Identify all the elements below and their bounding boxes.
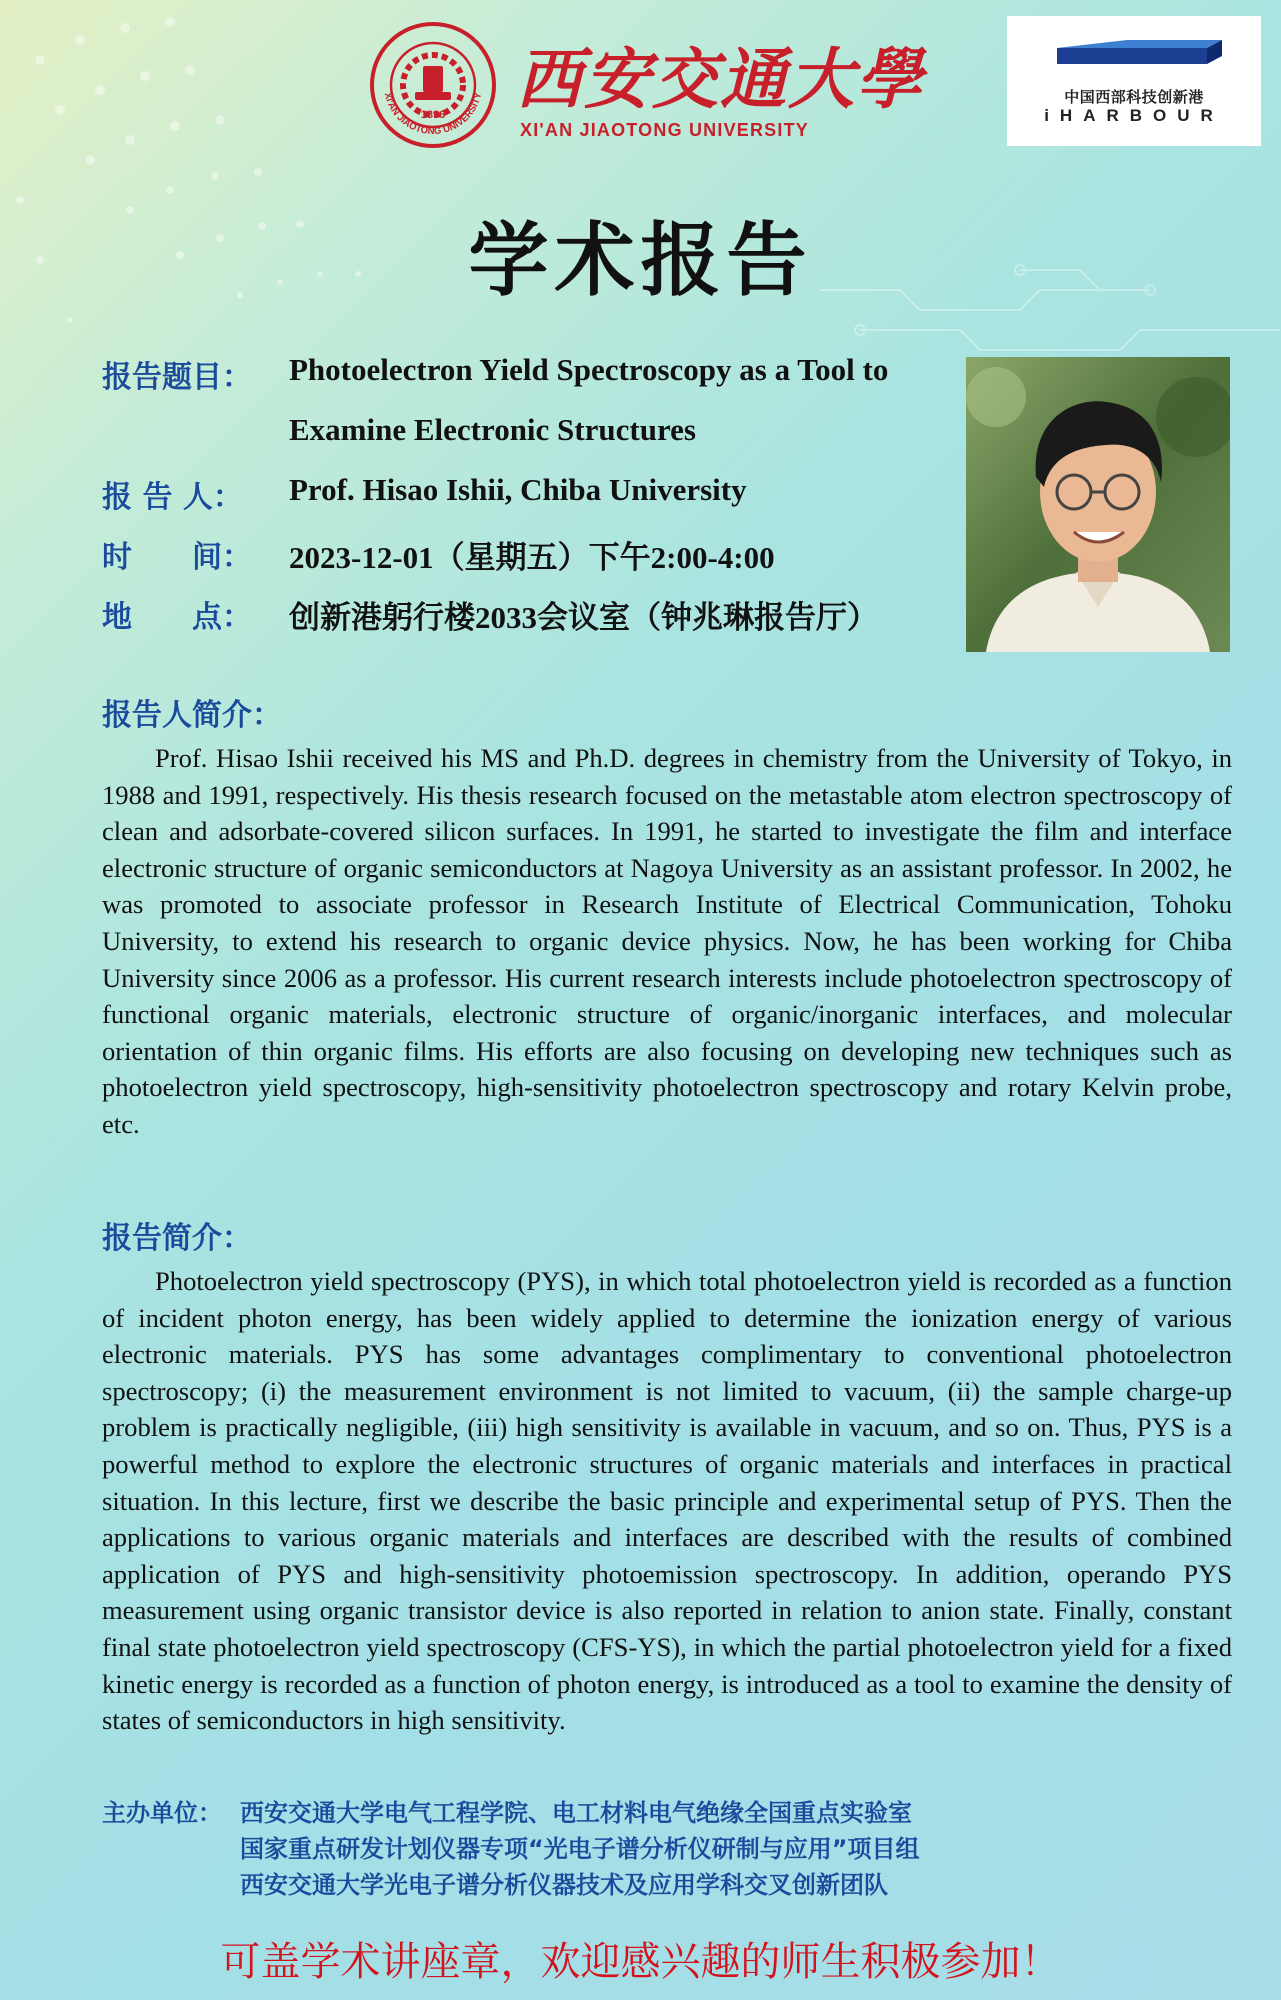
speaker-photo	[966, 357, 1230, 652]
university-name-en: XI'AN JIAOTONG UNIVERSITY	[520, 120, 809, 140]
abstract-text: Photoelectron yield spectroscopy (PYS), in which total photoelectron yield is recorded as a function of incident photon energy, has been widely applied to determine the ionization energy of various electronic materials. PYS has some advantages complimentary to conventional photoelectron spectroscopy; (i) the measurement environment is not limited to vacuum, (ii) the sample charge-up problem is practically negligible, (iii) high sensitivity is available in vacuum, and so on. Thus, PYS is a powerful method to explore the electronic structures of organic materials and interfaces in practical situation. In this lecture, first we describe the basic principle and experimental setup of PYS. Then the applications to various organic materials and interfaces are described with the results of combined application of PYS and high-sensitivity photoemission spectroscopy. In addition, operando PYS measurement using organic transistor device is also reported in relation to anion state. Finally, constant final state photoelectron yield spectroscopy (CFS-YS), in which the partial photoelectron yield for a fixed kinetic energy is recorded as a function of photon energy, is introduced as a tool to examine the density of states of semiconductors in high sensitivity.	[102, 1266, 1232, 1736]
topic-label: 报告题目：	[102, 360, 252, 395]
organizer-item: 国家重点研发计划仪器专项“光电子谱分析仪研制与应用”项目组	[240, 1835, 920, 1863]
time-value: 2023-12-01（星期五）下午2:00-4:00	[289, 540, 775, 575]
speaker-bio-text: Prof. Hisao Ishii received his MS and Ph.D. degrees in chemistry from the University of Tokyo, in 1988 and 1991, respectively. His thesis research focused on the metastable atom electron spectroscopy of clean and adsorbate-covered silicon surfaces. In 1991, he started to investigate the film and interface electronic structure of organic semiconductors at Nagoya University as an assistant professor. In 2002, he was promoted to associate professor in Research Institute of Electrical Communication, Tohoku University, to extend his research to organic device physics. Now, he has been working for Chiba University since 2006 as a professor. His current research interests include photoelectron spectroscopy of functional organic materials, electronic structure of organic/inorganic interfaces, and molecular orientation of thin organic films. His efforts are also focusing on developing new techniques such as photoelectron yield spectroscopy, high-sensitivity photoelectron spectroscopy and rotary Kelvin probe, etc.	[102, 743, 1232, 1139]
page-title: 学术报告	[468, 214, 813, 307]
speaker-label: 报 告 人：	[102, 480, 243, 515]
iharbour-emblem-icon	[1007, 16, 1261, 86]
place-label: 地 点：	[102, 600, 252, 635]
abstract-heading: 报告简介：	[102, 1221, 252, 1256]
place-value: 创新港躬行楼2033会议室（钟兆琳报告厅）	[289, 600, 878, 635]
organizer-item: 西安交通大学光电子谱分析仪器技术及应用学科交叉创新团队	[240, 1871, 888, 1899]
speaker-portrait-icon	[966, 357, 1230, 652]
time-label: 时 间：	[102, 540, 252, 575]
speaker-bio-heading: 报告人简介：	[102, 698, 282, 733]
footer-invitation: 可盖学术讲座章，欢迎感兴趣的师生积极参加！	[220, 1939, 1061, 1985]
organizers-label: 主办单位：	[102, 1799, 222, 1827]
iharbour-name-en: iHARBOUR	[1044, 106, 1224, 125]
svg-text:XI'AN JIAOTONG UNIVERSITY: XI'AN JIAOTONG UNIVERSITY	[381, 91, 485, 138]
iharbour-logo	[1007, 16, 1261, 146]
speaker-value: Prof. Hisao Ishii, Chiba University	[289, 472, 747, 507]
topic-line-1: Photoelectron Yield Spectroscopy as a Tool to	[289, 352, 889, 387]
iharbour-name-cn: 中国西部科技创新港	[1064, 88, 1204, 106]
organizer-item: 西安交通大学电气工程学院、电工材料电气绝缘全国重点实验室	[240, 1799, 912, 1827]
university-logo	[368, 20, 924, 150]
university-seal-icon	[368, 20, 498, 150]
svg-text:1896: 1896	[420, 109, 446, 121]
university-name-cn: 西安交通大學	[516, 40, 924, 118]
topic-line-2: Examine Electronic Structures	[289, 412, 696, 447]
